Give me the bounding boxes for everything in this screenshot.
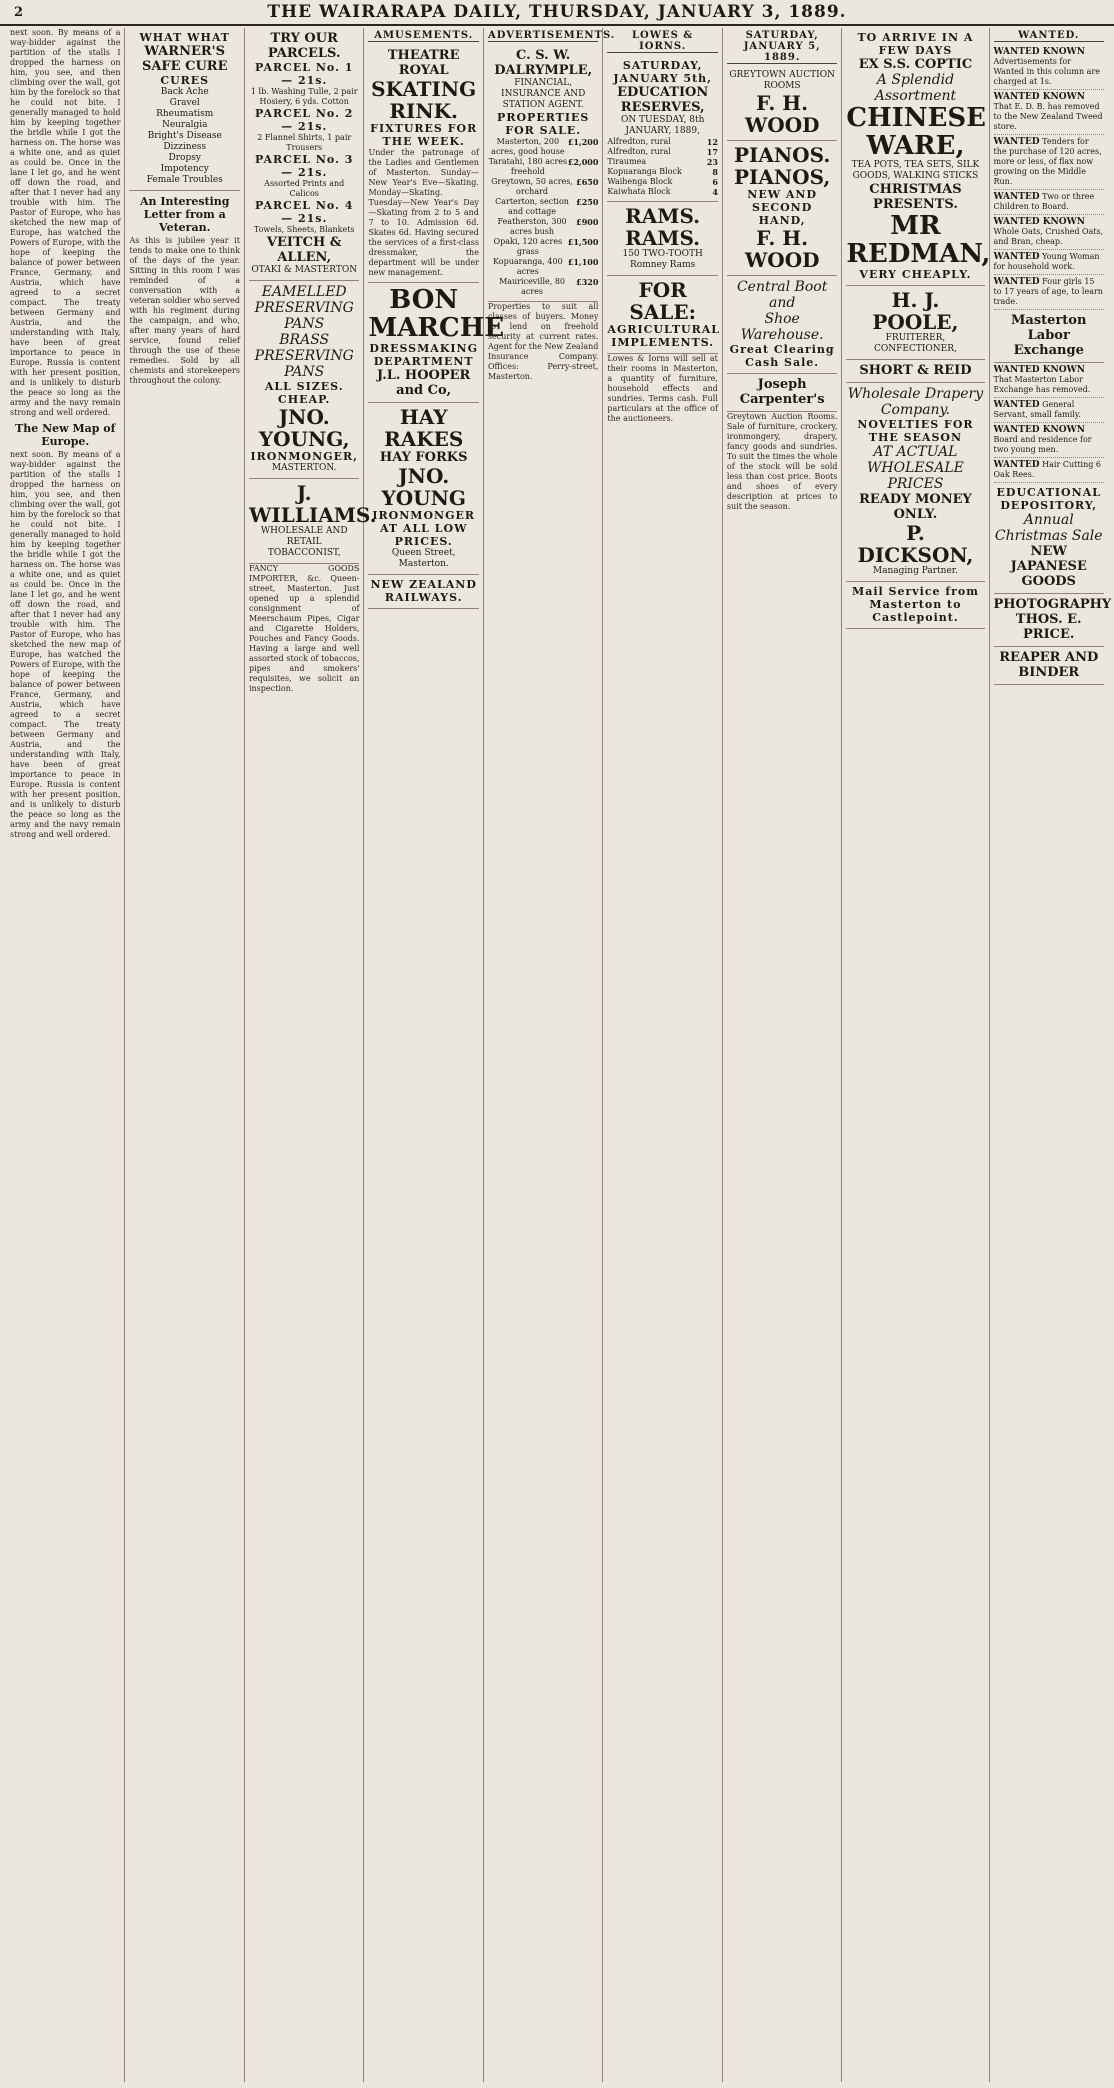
wood-ad	[727, 67, 837, 141]
column-1	[6, 28, 125, 2082]
wanted-item: WANTED Two or three Children to Board.	[994, 190, 1104, 215]
article-body-continued: next soon. By means of a way-bidder against the partition of the stalls I dropped the harness on him, you see, and then climbing over the wall, got him by the forelock so that he could not bite. I generally managed to hold him by keeping together the bridle while I got the harness on. The horse was a white one, and as quiet as could be. Once in the lane I let go, and he went off down the road, and after that I never had any trouble with him. The Pastor of Europe, who has sketched the new map of Europe, has watched the Powers of Europe, with the hope of keeping the balance of power between France, Germany, and Austria, which have agreed to a secret compact. The treaty between Germany and Austria, and the understanding with Italy, have been of great importance to peace in Europe. Russia is content with her present position, and is unlikely to disturb the peace so long as the army and the navy remain strong and well ordered.	[10, 450, 121, 839]
photography-heading: PHOTOGRAPHY	[993, 597, 1112, 612]
cure-item: Gravel	[169, 98, 200, 108]
bon-marche-ad	[368, 283, 505, 403]
novelties: NOVELTIES FOR THE SEASON	[857, 418, 974, 444]
store-location: OTAKI & MASTERTON	[251, 265, 358, 275]
newspaper-title: THE WAIRARAPA DAILY, THURSDAY, JANUARY 3, 1889.	[267, 2, 847, 22]
section-heading-veteran: An Interesting Letter from a Veteran.	[139, 195, 230, 234]
article-body: As this is jubilee year it tends to make one to think of the days of the year. Sitting in this room I was reminded of a conversation with a veteran soldier who served with his regiment during the campaign, and who, after many years of hard service, found relief through the use of these remedies. Sold by all chemists and storekeepers throughout the colony.	[129, 236, 240, 385]
store-name: VEITCH & ALLEN,	[266, 235, 342, 265]
reserve-row: Alfredton, rural 12	[607, 137, 718, 147]
bon-marche: BON MARCHE	[368, 285, 505, 343]
sale-date: SATURDAY, JANUARY 5th,	[613, 59, 712, 85]
jno-young-name: JNO. YOUNG,	[258, 405, 350, 451]
wood-body: Greytown Auction Rooms. Sale of furniture, crockery, ironmongery, drapery, fancy goods and sundries. To suit the times the whole of the stock will be sold less than cost price. Boots and shoes of every description at prices to suit the season.	[726, 412, 838, 511]
columns	[6, 28, 1112, 2082]
auction-date: ON TUESDAY, 8th JANUARY, 1889,	[620, 115, 705, 136]
price-name: THOS. E. PRICE.	[1015, 612, 1082, 642]
reserve-row: Tiraumea 23	[607, 157, 718, 167]
column-heading: WANTED.	[994, 30, 1104, 42]
column-6	[603, 28, 722, 2082]
wanted-item: WANTED Young Woman for household work.	[994, 250, 1104, 275]
parcels-ad	[249, 28, 359, 281]
skating-rink: SKATING RINK.	[371, 77, 477, 123]
implements-heading: AGRICULTURAL IMPLEMENTS.	[607, 323, 721, 349]
pianos-sub: NEW AND SECOND HAND,	[747, 188, 818, 227]
ready-money: READY MONEY ONLY.	[859, 492, 972, 522]
photography-ad	[993, 594, 1112, 647]
goods-list: TEA POTS, TEA SETS, SILK GOODS, WALKING STICKS	[851, 160, 980, 181]
christmas-sale: Annual Christmas Sale	[994, 512, 1103, 544]
cure-item: Female Troubles	[146, 175, 223, 185]
dalrymple-body: Properties to suit all classes of buyers. Money to lend on freehold security at current rates. Agent for the New Zealand Insurance Company. Offices: Perry-street, Masterton.	[487, 302, 599, 381]
parcel-items: Assorted Prints and Calicos	[264, 179, 345, 198]
mail-ad	[846, 582, 984, 629]
property-row: Opaki, 120 acres grass £1,500	[493, 237, 599, 256]
hay-forks: HAY FORKS	[379, 450, 468, 465]
for-sale: FOR SALE:	[629, 278, 696, 324]
cheap-label: CHEAP.	[278, 393, 331, 406]
property-row: Taratahi, 180 acres freehold £2,000	[488, 157, 599, 176]
binder-ad	[994, 647, 1104, 685]
property-row: Masterton, 200 acres, good house £1,200	[491, 137, 599, 156]
brass-heading: BRASS	[279, 332, 330, 348]
dickson-name: P. DICKSON,	[857, 521, 974, 567]
rams-heading: RAMS. RAMS.	[625, 204, 701, 250]
properties-heading: PROPERTIES FOR SALE.	[497, 111, 590, 137]
column-2	[125, 28, 244, 2082]
railways-ad	[368, 575, 478, 609]
property-row: Featherston, 300 acres bush £900	[497, 217, 599, 236]
carpenter-ad	[727, 374, 837, 412]
cure-item: Impotency	[160, 164, 209, 174]
wanted-item: WANTED KNOWN Whole Oats, Crushed Oats, and Bran, cheap.	[994, 215, 1104, 250]
parcels-heading: TRY OUR PARCELS.	[267, 31, 341, 61]
poole-ad	[846, 286, 984, 360]
shoe-warehouse: Shoe Warehouse.	[740, 311, 824, 343]
railways-heading: NEW ZEALAND RAILWAYS.	[370, 578, 477, 604]
wanted-item: WANTED KNOWN That Masterton Labor Exchange has removed.	[994, 363, 1104, 398]
dickson-sub: Managing Partner.	[872, 566, 958, 576]
central-boot: Central Boot and	[736, 279, 828, 311]
parcel-name: PARCEL No. 1 — 21s.	[255, 61, 354, 87]
reserve-row: Kopuaranga Block 8	[607, 167, 718, 177]
firm-sub: FINANCIAL, INSURANCE AND STATION AGENT.	[501, 78, 586, 110]
cure-item: Back Ache	[160, 87, 209, 97]
firm-name: C. S. W. DALRYMPLE,	[494, 48, 593, 78]
property-row: Carterton, section and cottage £250	[495, 197, 599, 216]
hay-ad	[368, 403, 478, 575]
poole-sub: FRUITERER, CONFECTIONER,	[874, 333, 957, 354]
masthead	[0, 0, 1114, 26]
short-reid-ad	[846, 360, 984, 383]
low-prices: AT ALL LOW PRICES.	[379, 522, 468, 548]
column-9	[990, 28, 1112, 2082]
column-4	[364, 28, 505, 2082]
column-heading: SATURDAY, JANUARY 5, 1889.	[727, 30, 837, 64]
labor-heading: Masterton Labor Exchange	[1011, 313, 1087, 358]
parcel-name: PARCEL No. 2 — 21s.	[255, 107, 354, 133]
boot-ad	[727, 276, 837, 374]
property-row: Mauriceville, 80 acres £320	[499, 277, 599, 296]
carpenter-name: Joseph Carpenter's	[739, 377, 825, 407]
hay-rakes: HAY RAKES	[384, 405, 464, 451]
rams-ad	[607, 202, 717, 276]
williams-body: FANCY GOODS IMPORTER, &c. Queen-street, Masterton. Just opened up a splendid consignment of Meerschaum Pipes, Cigar and Cigarette Holders, Pouches and Fancy Goods. Having a large and well assorted stock of tobaccos, pipes and smokers' requisites, we solicit an inspection.	[248, 564, 360, 693]
christmas-presents: CHRISTMAS PRESENTS.	[869, 182, 962, 212]
property-row: Kopuaranga, 400 acres £1,100	[493, 257, 599, 276]
japanese-goods: NEW JAPANESE GOODS	[1010, 544, 1087, 589]
enamelled-heading: EAMELLED	[261, 284, 347, 300]
column-3	[245, 28, 377, 2082]
ironmonger-label: IRONMONGER,	[250, 450, 358, 463]
reserve-row: Alfredton, rural 17	[607, 147, 718, 157]
parcel-items: 1 lb. Washing Tulle, 2 pair Hosiery, 6 yds. Cotton	[250, 87, 358, 106]
williams-sub: WHOLESALE AND RETAIL TOBACCONIST,	[260, 526, 348, 558]
poole-name: H. J. POOLE,	[872, 288, 959, 334]
cure-item: Dropsy	[168, 153, 201, 163]
parcel-items: Towels, Sheets, Blankets	[253, 225, 355, 234]
cures-label: CURES	[160, 74, 210, 87]
dalrymple-ad	[488, 45, 598, 302]
page-number: 2	[14, 5, 24, 20]
cure-item: Dizziness	[163, 142, 207, 152]
dressmaking: DRESSMAKING DEPARTMENT	[369, 342, 478, 368]
williams-name: J. WILLIAMS.	[248, 481, 377, 527]
wanted-item: WANTED Tenders for the purchase of 120 acres, more or less, of flax now growing on the Middle Run.	[994, 135, 1104, 190]
masterton-label: MASTERTON.	[271, 463, 337, 473]
rams-sub: 150 TWO-TOOTH Romney Rams	[622, 249, 703, 270]
wanted-item: WANTED KNOWN That E. D. B. has removed to the New Zealand Tweed store.	[994, 90, 1104, 135]
parcel-name: PARCEL No. 3 — 21s.	[255, 153, 354, 179]
property-row: Greytown, 50 acres, orchard £650	[491, 177, 599, 196]
ironmonger-label: IRONMONGER	[372, 509, 476, 522]
theatre-ad	[368, 45, 478, 283]
prices: AT ACTUAL WHOLESALE PRICES	[867, 444, 964, 492]
what-label: WHAT WHAT	[139, 31, 230, 44]
theatre-body: Under the patronage of the Ladies and Gentlemen of Masterton. Sunday—New Year's Eve—Skating. Monday—Skating. Tuesday—New Year's Day—Skating from 2 to 5 and 7 to 10. Admission 6d. Skates 6d. Having secured the services of a first-class dressmaker, the department will be under new management.	[368, 148, 479, 277]
all-sizes: ALL SIZES.	[264, 380, 344, 393]
preserving-pans: PRESERVING PANS	[254, 348, 354, 380]
short-reid-name: SHORT & REID	[859, 363, 972, 378]
wanted-item: WANTED KNOWN Advertisements for Wanted in this column are charged at 1s.	[994, 45, 1104, 90]
wanted-item: WANTED Hair Cutting 6 Oak Rees.	[994, 458, 1104, 483]
wood-name: F. H. WOOD	[744, 226, 820, 272]
ship-name: EX S.S. COPTIC	[858, 57, 973, 72]
pianos-heading: PIANOS. PIANOS,	[733, 143, 831, 189]
queen-street: Queen Street, Masterton.	[391, 548, 456, 569]
mail-heading: Mail Service from Masterton to Castlepoint.	[852, 585, 979, 624]
wholesale-ad	[846, 383, 984, 582]
parcel-items: 2 Flannel Shirts, 1 pair Trousers	[257, 133, 352, 152]
warners-safe-cure: WARNER'S SAFE CURE	[141, 44, 228, 74]
chinese-ware: CHINESE WARE,	[846, 103, 986, 161]
very-cheaply: VERY CHEAPLY.	[859, 268, 972, 281]
cure-item: Rheumatism	[156, 109, 214, 119]
redman-name: MR REDMAN,	[846, 211, 991, 269]
cure-item: Bright's Disease	[147, 131, 222, 141]
wood-name: F. H. WOOD	[744, 91, 820, 137]
column-7	[723, 28, 842, 2082]
cure-item: Neuralgia	[161, 120, 208, 130]
reserve-row: Kaiwhata Block 4	[607, 187, 718, 197]
arrive-heading: TO ARRIVE IN A FEW DAYS	[857, 31, 974, 57]
jno-young-name: JNO. YOUNG	[381, 464, 466, 510]
fixtures-heading: FIXTURES FOR THE WEEK.	[370, 122, 478, 148]
column-heading: ADVERTISEMENTS.	[487, 30, 616, 41]
labor-ad	[994, 310, 1104, 363]
implements-ad	[607, 276, 721, 354]
section-heading-new-map: The New Map of Europe.	[15, 422, 116, 448]
educational-heading: EDUCATIONAL DEPOSITORY,	[996, 486, 1101, 512]
chinese-ware-ad	[846, 28, 991, 286]
auction-rooms: GREYTOWN AUCTION ROOMS	[729, 70, 835, 91]
wholesale-heading: Wholesale Drapery Company.	[847, 386, 984, 418]
wanted-item: WANTED General Servant, small family.	[994, 398, 1104, 423]
clearing-sale: Great Clearing Cash Sale.	[729, 343, 835, 369]
column-heading: AMUSEMENTS.	[368, 30, 478, 42]
wanted-item: WANTED KNOWN Board and residence for two young men.	[994, 423, 1104, 458]
column-heading: LOWES & IORNS.	[607, 30, 717, 53]
parcel-name: PARCEL No. 4 — 21s.	[255, 199, 354, 225]
lowes-body: Lowes & Iorns will sell at their rooms in Masterton, a quantity of furniture, household effects and sundries. Terms cash. Full particulars at the office of the auctioneers.	[607, 354, 718, 423]
assortment: A Splendid Assortment	[874, 72, 957, 104]
williams-ad	[248, 479, 377, 564]
column-8	[842, 28, 989, 2082]
sale-ad	[607, 56, 717, 202]
education-reserves: EDUCATION RESERVES,	[617, 85, 709, 115]
preserving-pans-ad	[249, 281, 359, 479]
binder-heading: REAPER AND BINDER	[999, 650, 1099, 680]
hooper-name: J.L. HOOPER and Co,	[377, 368, 471, 398]
column-5	[484, 28, 616, 2082]
preserving-pans: PRESERVING PANS	[254, 300, 354, 332]
wanted-item: WANTED Four girls 15 to 17 years of age, to learn trade.	[994, 275, 1104, 310]
theatre-royal: THEATRE ROYAL	[387, 48, 460, 78]
educational-ad	[994, 483, 1104, 594]
warners-ad	[129, 28, 239, 191]
article-body: next soon. By means of a way-bidder against the partition of the stalls I dropped the harness on him, you see, and then climbing over the wall, got him by the forelock so that he could not bite. I generally managed to hold him by keeping together the bridle while I got the harness on. The horse was a white one, and as quiet as could be. Once in the lane I let go, and he went off down the road, and after that I never had any trouble with him. The Pastor of Europe, who has sketched the new map of Europe, has watched the Powers of Europe, with the hope of keeping the balance of power between France, Germany, and Austria, which have agreed to a secret compact. The treaty between Germany and Austria, and the understanding with Italy, have been of great importance to peace in Europe. Russia is content with her present position, and is unlikely to disturb the peace so long as the army and the navy remain strong and well ordered.	[10, 28, 121, 417]
pianos-ad	[727, 141, 837, 276]
reserve-row: Waihenga Block 6	[607, 177, 718, 187]
